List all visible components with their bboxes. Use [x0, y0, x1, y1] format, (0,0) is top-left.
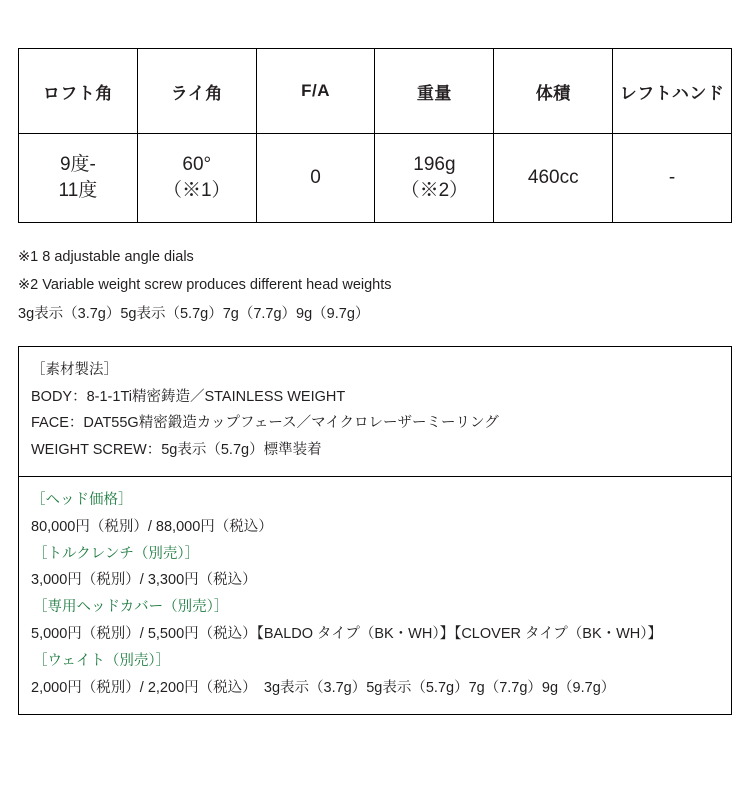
cell-lie-line-2: （※1）: [162, 180, 231, 201]
info-box: [18, 346, 732, 715]
material-face-line: FACE：DAT55G精密鍛造カップフェース／マイクロレーザーミーリング: [31, 415, 499, 432]
head-price-heading: ［ヘッド価格］: [31, 492, 133, 509]
cell-left-hand-line-1: -: [668, 167, 676, 189]
column-header-volume: 体積: [494, 49, 613, 134]
cell-loft: [19, 134, 138, 223]
material-section: [19, 347, 731, 476]
cell-weight-line-1: 196g: [413, 154, 456, 176]
cell-weight: [375, 134, 494, 223]
column-header-loft: ロフト角: [19, 49, 138, 134]
footnote-2: ※2 Variable weight screw produces different head weights: [18, 277, 392, 294]
material-heading: ［素材製法］: [31, 361, 118, 378]
weight-option-value: 2,000円（税別）/ 2,200円（税込） 3g表示（3.7g）5g表示（5.7g）7g（7.7g）9g（9.7g）: [31, 679, 616, 696]
cell-lie: [137, 134, 256, 223]
weight-option-heading: ［ウェイト（別売）］: [33, 652, 171, 669]
column-header-weight: 重量: [375, 49, 494, 134]
footnotes: [18, 243, 732, 328]
cell-fa-line-1: 0: [310, 167, 321, 189]
cell-volume: [494, 134, 613, 223]
column-header-fa: F/A: [256, 49, 375, 134]
column-header-left-hand: レフトハンド: [613, 49, 732, 134]
cell-loft-line-1: 9度-: [59, 154, 96, 176]
head-price-value: 80,000円（税別）/ 88,000円（税込）: [31, 518, 273, 535]
cell-fa: [256, 134, 375, 223]
torque-wrench-value: 3,000円（税別）/ 3,300円（税込）: [31, 572, 257, 589]
cell-left-hand: [613, 134, 732, 223]
table-row: [19, 134, 732, 223]
spec-sheet-page: [0, 48, 750, 798]
specification-table: [18, 48, 732, 223]
column-header-lie: ライ角: [137, 49, 256, 134]
table-header-row: [19, 49, 732, 134]
head-cover-heading: ［専用ヘッドカバー（別売）］: [33, 599, 229, 616]
material-weight-screw-line: WEIGHT SCREW：5g表示（5.7g）標準装着: [31, 442, 322, 459]
material-body-line: BODY：8-1-1Ti精密鋳造／STAINLESS WEIGHT: [31, 388, 346, 405]
cell-volume-line-1: 460cc: [527, 167, 579, 189]
footnote-3: 3g表示（3.7g）5g表示（5.7g）7g（7.7g）9g（9.7g）: [18, 305, 370, 322]
pricing-section: [19, 476, 731, 714]
cell-weight-line-2: （※2）: [400, 180, 469, 201]
head-cover-value: 5,000円（税別）/ 5,500円（税込）【BALDO タイプ（BK・WH）】【CLOVER タイプ（BK・WH）】: [31, 626, 663, 643]
torque-wrench-heading: ［トルクレンチ（別売）］: [33, 545, 200, 562]
footnote-1: ※1 8 adjustable angle dials: [18, 249, 194, 265]
cell-loft-line-2: 11度: [58, 180, 98, 201]
cell-lie-line-1: 60°: [182, 154, 212, 176]
